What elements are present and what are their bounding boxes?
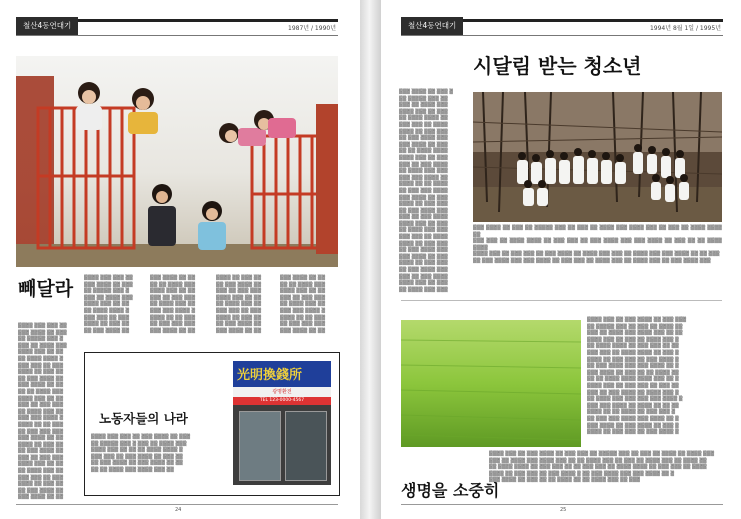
right-wide-text: ▒▒▒ ▒▒▒▒ ▒▒ ▒▒▒ ▒▒ ▒▒▒▒▒ ▒▒▒ ▒▒ ▒▒▒ ▒▒ ▒▒▒▒ ▒▒▒ ▒▒▒▒ ▒▒▒ ▒▒ ▒▒▒ ▒▒ ▒▒▒▒ ▒▒▒▒ ▒▒ ▒▒▒ ▒▒▒ ▒▒ ▒▒▒▒ ▒▒▒▒ ▒▒ ▒▒▒ ▒▒▒ ▒▒ ▒▒▒ ▒▒▒▒ ▒▒▒ ▒▒▒ ▒▒▒▒ ▒▒ ▒▒▒ ▒▒ ▒▒ ▒▒▒▒ ▒▒▒▒ ▒▒▒▒ ▒▒▒ ▒▒ ▒▒▒ ▒▒▒ ▒▒ ▒▒▒ ▒▒▒▒ ▒▒ ▒▒▒▒ ▒▒▒ ▒▒▒ ▒▒ ▒▒▒▒ ▒▒▒ ▒▒▒ ▒▒▒▒ ▒▒ ▒▒ ▒▒▒ ▒▒ ▒▒▒ ▒▒▒▒ ▒▒▒ ▒▒▒ ▒▒▒▒ ▒▒ ▒▒▒ ▒▒▒ ▒▒ ▒▒▒▒ ▒▒▒ ▒▒ ▒▒▒▒ ▒▒▒ ▒▒ ▒▒▒ ▒▒▒▒ ▒▒▒ bbox=[473, 226, 722, 264]
currency-exchange-shop-photo bbox=[233, 361, 331, 485]
left-text-column-3: ▒▒▒ ▒▒▒▒ ▒▒ ▒▒ ▒▒ ▒▒ ▒▒▒▒ ▒▒▒ ▒▒▒▒ ▒▒▒ ▒▒ ▒▒ ▒▒▒ ▒▒ ▒▒▒ ▒▒▒ ▒▒ ▒▒▒▒ ▒▒▒ ▒▒ ▒▒▒ ▒▒▒ ▒▒▒▒ ▒ ▒▒▒▒ ▒▒ ▒▒ ▒▒▒ ▒▒ ▒▒▒ ▒▒▒ ▒▒▒ ▒▒▒ ▒▒▒▒ ▒▒ ▒▒ bbox=[150, 276, 196, 334]
shop-sign-text: 光明換錢所 bbox=[237, 368, 303, 383]
left-text-column-5: ▒▒▒ ▒▒▒▒ ▒▒ ▒▒ ▒▒ ▒▒ ▒▒▒▒ ▒▒▒ ▒▒▒▒ ▒▒▒ ▒▒ ▒▒ ▒▒▒ ▒▒ ▒▒▒ ▒▒▒ ▒▒ ▒▒▒▒ ▒▒▒ ▒▒ ▒▒▒ ▒▒▒ ▒▒▒▒ ▒ ▒▒▒▒ ▒▒ ▒▒ ▒▒▒ ▒▒ ▒▒▒ ▒▒▒ ▒▒▒ ▒▒▒ ▒▒▒▒ ▒▒ ▒▒ bbox=[280, 276, 326, 334]
right-header bbox=[401, 13, 723, 35]
header-date: 1987년 / 1990년 bbox=[288, 25, 336, 32]
feature-box-title: 노동자들의 나라 bbox=[99, 411, 188, 426]
right-bottom-wide-text: ▒▒▒▒ ▒▒▒ ▒▒ ▒▒▒ ▒▒▒▒ ▒▒ ▒▒▒ ▒▒▒ ▒▒ ▒▒▒▒▒ ▒▒▒ ▒▒ ▒▒▒ ▒▒ ▒▒▒▒ ▒▒ ▒▒▒▒ ▒▒▒ ▒▒▒ ▒▒ ▒▒▒▒ ▒▒▒ ▒▒▒▒ ▒▒▒ ▒▒ ▒▒ ▒▒▒▒ ▒▒▒ ▒▒ ▒▒▒ ▒▒ ▒▒▒▒ ▒▒▒ ▒▒ ▒▒▒▒ ▒▒ ▒▒ ▒▒▒▒ ▒▒▒▒ ▒▒ ▒▒▒ ▒▒▒ ▒▒ ▒▒ ▒▒▒ ▒▒▒ ▒▒ ▒▒▒▒ ▒▒▒▒ ▒▒ ▒▒▒ ▒▒▒ ▒▒ ▒▒▒▒ ▒▒▒▒ ▒▒ ▒▒▒ ▒▒▒ ▒▒ ▒▒▒ ▒▒▒▒ ▒ ▒▒ ▒▒▒ ▒▒▒▒ ▒▒▒ ▒▒▒ ▒▒▒▒ ▒▒ ▒ ▒▒▒ ▒▒▒▒ ▒▒ ▒▒▒ ▒▒ ▒▒ ▒▒▒▒ ▒▒ ▒▒ ▒▒▒▒ ▒▒▒ ▒▒ ▒▒▒ bbox=[489, 452, 715, 484]
left-footer-rule bbox=[16, 504, 338, 505]
shop-phone: TEL 123-0000-4567 bbox=[233, 397, 331, 405]
section-divider bbox=[401, 300, 722, 301]
left-page-number: 24 bbox=[175, 507, 182, 513]
children-on-gate-photo bbox=[16, 56, 338, 267]
right-page-number: 25 bbox=[560, 507, 567, 513]
header-date: 1994년 8월 1일 / 1995년 bbox=[649, 25, 721, 32]
right-page bbox=[381, 0, 741, 519]
green-rice-field-photo bbox=[401, 320, 581, 447]
header-section-label: 철산4동연대기 bbox=[16, 17, 78, 35]
shop-window bbox=[239, 411, 281, 481]
header-underline bbox=[401, 35, 723, 36]
right-main-title: 시달림 받는 청소년 bbox=[473, 54, 642, 78]
left-page bbox=[0, 0, 360, 519]
shop-sign-board bbox=[233, 361, 331, 387]
right-bottom-text-column: ▒▒▒▒ ▒▒▒ ▒▒ ▒▒▒ ▒▒▒▒ ▒▒ ▒▒▒ ▒▒▒ ▒▒ ▒▒▒▒▒ ▒▒▒ ▒▒ ▒▒▒ ▒▒ ▒▒▒▒ ▒▒ ▒▒▒ ▒▒ ▒▒▒▒ ▒▒▒ ▒▒▒▒ ▒▒▒ ▒▒ ▒▒ ▒▒▒▒ ▒▒▒ ▒▒ ▒▒▒ ▒▒ ▒▒▒▒ ▒▒▒ ▒ ▒▒ ▒▒▒▒ ▒▒▒▒ ▒▒ ▒▒▒ ▒▒▒ ▒▒ ▒▒ ▒▒▒ ▒▒▒ ▒▒ ▒▒▒▒ ▒▒▒▒ ▒▒ ▒▒▒ ▒ ▒▒▒▒ ▒▒ ▒▒▒ ▒▒▒ ▒▒ ▒▒▒ ▒▒▒▒ ▒ ▒▒ ▒▒▒ ▒▒▒▒ ▒▒▒ ▒▒▒ ▒▒▒▒ ▒▒ ▒ ▒▒▒ ▒▒▒▒ ▒▒ ▒▒▒ ▒▒ ▒▒ ▒▒▒▒ ▒▒ ▒▒ ▒▒ ▒▒▒▒ ▒▒▒▒ ▒▒▒▒ ▒▒▒ ▒▒ ▒ ▒▒▒▒ ▒▒▒ ▒▒ ▒▒▒ ▒▒▒ ▒▒ ▒▒▒ ▒▒ ▒▒▒ ▒▒ ▒▒▒ ▒▒▒▒ ▒▒ ▒▒▒▒ ▒▒▒ ▒ ▒▒ ▒▒▒▒ ▒▒▒ ▒▒▒ ▒▒▒ ▒▒▒ ▒▒▒▒ ▒ ▒▒▒ ▒▒▒ ▒▒▒▒ ▒▒ ▒▒▒▒ ▒▒ ▒▒ ▒▒ ▒▒▒▒ ▒▒ ▒▒ ▒▒▒▒ ▒▒ ▒▒▒ ▒▒▒ ▒ ▒▒ ▒▒▒ ▒▒▒ ▒▒▒▒ ▒▒▒ ▒▒▒▒ ▒▒ ▒ ▒▒▒ ▒▒▒▒ ▒▒ ▒▒▒ ▒▒▒▒ ▒▒ ▒▒▒ ▒ ▒▒▒▒ ▒▒ ▒▒▒ ▒▒▒ ▒▒ ▒▒▒ ▒▒▒▒ ▒ bbox=[587, 318, 687, 436]
header-section-label: 철산4동연대기 bbox=[401, 17, 463, 35]
group-photo-forest bbox=[473, 92, 722, 222]
left-text-column-1: ▒▒▒▒ ▒▒▒ ▒▒▒ ▒▒ ▒▒▒ ▒▒▒▒ ▒▒ ▒▒▒ ▒▒ ▒▒▒▒▒ ▒▒▒ ▒ ▒▒▒ ▒▒ ▒▒▒▒ ▒▒▒ ▒▒▒▒ ▒▒▒ ▒▒ ▒▒ ▒▒ ▒▒▒▒ ▒▒▒▒ ▒ ▒▒▒ ▒▒▒ ▒▒ ▒▒▒ ▒▒▒▒ ▒▒ ▒▒▒ ▒▒ ▒▒ ▒▒▒ ▒▒▒▒ ▒▒ ▒▒▒ ▒▒▒▒ ▒▒ ▒▒ ▒▒ ▒▒ ▒▒▒▒ ▒▒▒ ▒▒▒▒ ▒▒▒ ▒▒ ▒▒ ▒▒▒ ▒▒ ▒▒▒ ▒▒▒ ▒▒ ▒▒▒▒ ▒▒▒ ▒▒ ▒▒▒ ▒▒▒ ▒▒▒▒ ▒ ▒▒▒▒ ▒▒ ▒▒ ▒▒▒ ▒▒ ▒▒▒ ▒▒▒ ▒▒▒ ▒▒▒ ▒▒▒▒ ▒▒ ▒▒ ▒▒▒▒ ▒▒ ▒▒▒ ▒▒ ▒▒ ▒▒▒ ▒▒▒▒ ▒▒ ▒▒▒ ▒▒ ▒▒▒ ▒▒▒ ▒▒▒▒ ▒▒▒ ▒▒ ▒▒ ▒▒ ▒▒▒▒ ▒▒▒ ▒▒ ▒▒▒ ▒▒▒ ▒▒ ▒▒▒ ▒▒▒▒ ▒▒ ▒▒▒ ▒▒ ▒▒ ▒▒▒ ▒▒▒▒ ▒▒ ▒▒▒ ▒▒▒▒ ▒▒ ▒▒ bbox=[18, 324, 67, 501]
page-gutter bbox=[360, 0, 381, 519]
shop-door bbox=[285, 411, 327, 481]
left-main-title: 빼달라 bbox=[18, 278, 74, 300]
left-header bbox=[16, 13, 338, 35]
left-text-column-4: ▒▒▒▒ ▒▒ ▒▒▒ ▒▒ ▒▒ ▒▒▒ ▒▒▒▒ ▒▒ ▒▒▒ ▒▒ ▒▒▒ ▒▒▒ ▒▒▒▒ ▒▒▒ ▒▒ ▒▒ ▒▒ ▒▒▒▒ ▒▒▒ ▒▒ ▒▒▒ ▒▒▒ ▒▒ ▒▒▒ ▒▒▒▒ ▒▒ ▒▒▒ ▒▒ ▒▒ ▒▒▒ ▒▒▒▒ ▒▒ ▒▒▒ ▒▒▒▒ ▒▒ ▒▒ bbox=[216, 276, 262, 334]
right-text-column: ▒▒▒ ▒▒▒▒ ▒▒ ▒▒▒ ▒ ▒▒ ▒▒▒▒▒ ▒▒▒ ▒▒ ▒▒▒ ▒▒ ▒▒▒▒ ▒▒▒ ▒▒▒▒ ▒▒▒ ▒▒ ▒▒▒ ▒▒ ▒▒▒▒ ▒▒▒▒ ▒▒ ▒▒▒ ▒▒▒ ▒▒ ▒▒▒▒ ▒▒▒▒ ▒▒ ▒▒▒ ▒▒▒ ▒▒ ▒▒▒ ▒▒▒▒ ▒▒▒ ▒▒▒ ▒▒▒▒ ▒▒ ▒▒▒ ▒▒ ▒▒ ▒▒▒▒ ▒▒▒▒ ▒▒▒▒ ▒▒▒ ▒▒ ▒▒▒ ▒▒▒ ▒▒ ▒▒▒ ▒▒▒▒ ▒▒ ▒▒▒▒ ▒▒▒ ▒▒▒ ▒▒▒ ▒▒▒ ▒▒▒▒ ▒▒ ▒▒▒▒ ▒▒ ▒▒ ▒▒▒▒ ▒▒ ▒▒▒ ▒▒▒ ▒▒▒▒ ▒▒▒ ▒▒▒▒ ▒▒ ▒▒▒ ▒▒▒▒ ▒▒ ▒▒▒ ▒▒▒ ▒▒ ▒▒▒ ▒▒▒▒ ▒▒▒ ▒▒▒ ▒▒ ▒▒▒ ▒▒▒▒ ▒▒▒▒ ▒▒▒ ▒▒ ▒▒▒ ▒▒ ▒▒▒▒ ▒▒▒ ▒▒▒ ▒▒▒ ▒▒▒ ▒▒ ▒▒▒▒ ▒▒▒▒ ▒▒ ▒▒▒ ▒▒▒ ▒▒ ▒▒▒ ▒▒▒▒ ▒▒▒ ▒▒▒ ▒▒▒▒ ▒▒ ▒▒▒ ▒▒▒▒ ▒▒ ▒▒▒ ▒▒▒ ▒▒ ▒▒▒ ▒▒▒▒ ▒▒▒ ▒▒▒ ▒▒ ▒▒▒ ▒▒▒▒ ▒▒▒▒ ▒▒▒ ▒▒ ▒▒▒ ▒▒ ▒▒▒▒ ▒▒▒ ▒▒▒ bbox=[399, 90, 454, 293]
right-bottom-title: 생명을 소중히 bbox=[401, 481, 500, 500]
left-text-column-2: ▒▒▒▒ ▒▒▒ ▒▒▒ ▒▒ ▒▒▒ ▒▒▒▒ ▒▒ ▒▒▒ ▒▒ ▒▒▒▒▒ ▒▒▒ ▒ ▒▒▒ ▒▒ ▒▒▒▒ ▒▒▒ ▒▒▒▒ ▒▒▒ ▒▒ ▒▒ ▒▒ ▒▒▒▒ ▒▒▒▒ ▒ ▒▒▒ ▒▒▒ ▒▒ ▒▒▒ ▒▒▒▒ ▒▒ ▒▒▒ ▒▒ ▒▒ ▒▒▒ ▒▒▒▒ ▒▒ bbox=[84, 276, 133, 334]
feature-box-text: ▒▒▒▒ ▒▒▒ ▒▒▒ ▒▒ ▒▒▒ ▒▒▒▒ ▒▒ ▒▒▒ ▒▒ ▒▒▒▒▒ ▒▒▒ ▒ ▒▒▒ ▒▒ ▒▒▒▒ ▒▒▒ ▒▒▒▒ ▒▒▒ ▒▒ ▒▒ ▒▒ ▒▒▒▒ ▒▒▒▒ ▒ ▒▒▒ ▒▒▒ ▒▒ ▒▒▒ ▒▒▒▒ ▒▒ ▒▒▒ ▒▒ ▒▒ ▒▒▒ ▒▒▒▒ ▒▒ ▒▒▒ ▒▒▒▒ ▒▒ ▒▒ ▒▒ ▒▒ ▒▒▒▒ ▒▒▒ ▒▒▒▒ ▒▒▒ ▒▒ bbox=[91, 435, 191, 473]
shop-subsign: 광명환전 bbox=[233, 387, 331, 397]
feature-box bbox=[84, 352, 340, 496]
right-footer-rule bbox=[401, 504, 723, 505]
header-underline bbox=[16, 35, 338, 36]
